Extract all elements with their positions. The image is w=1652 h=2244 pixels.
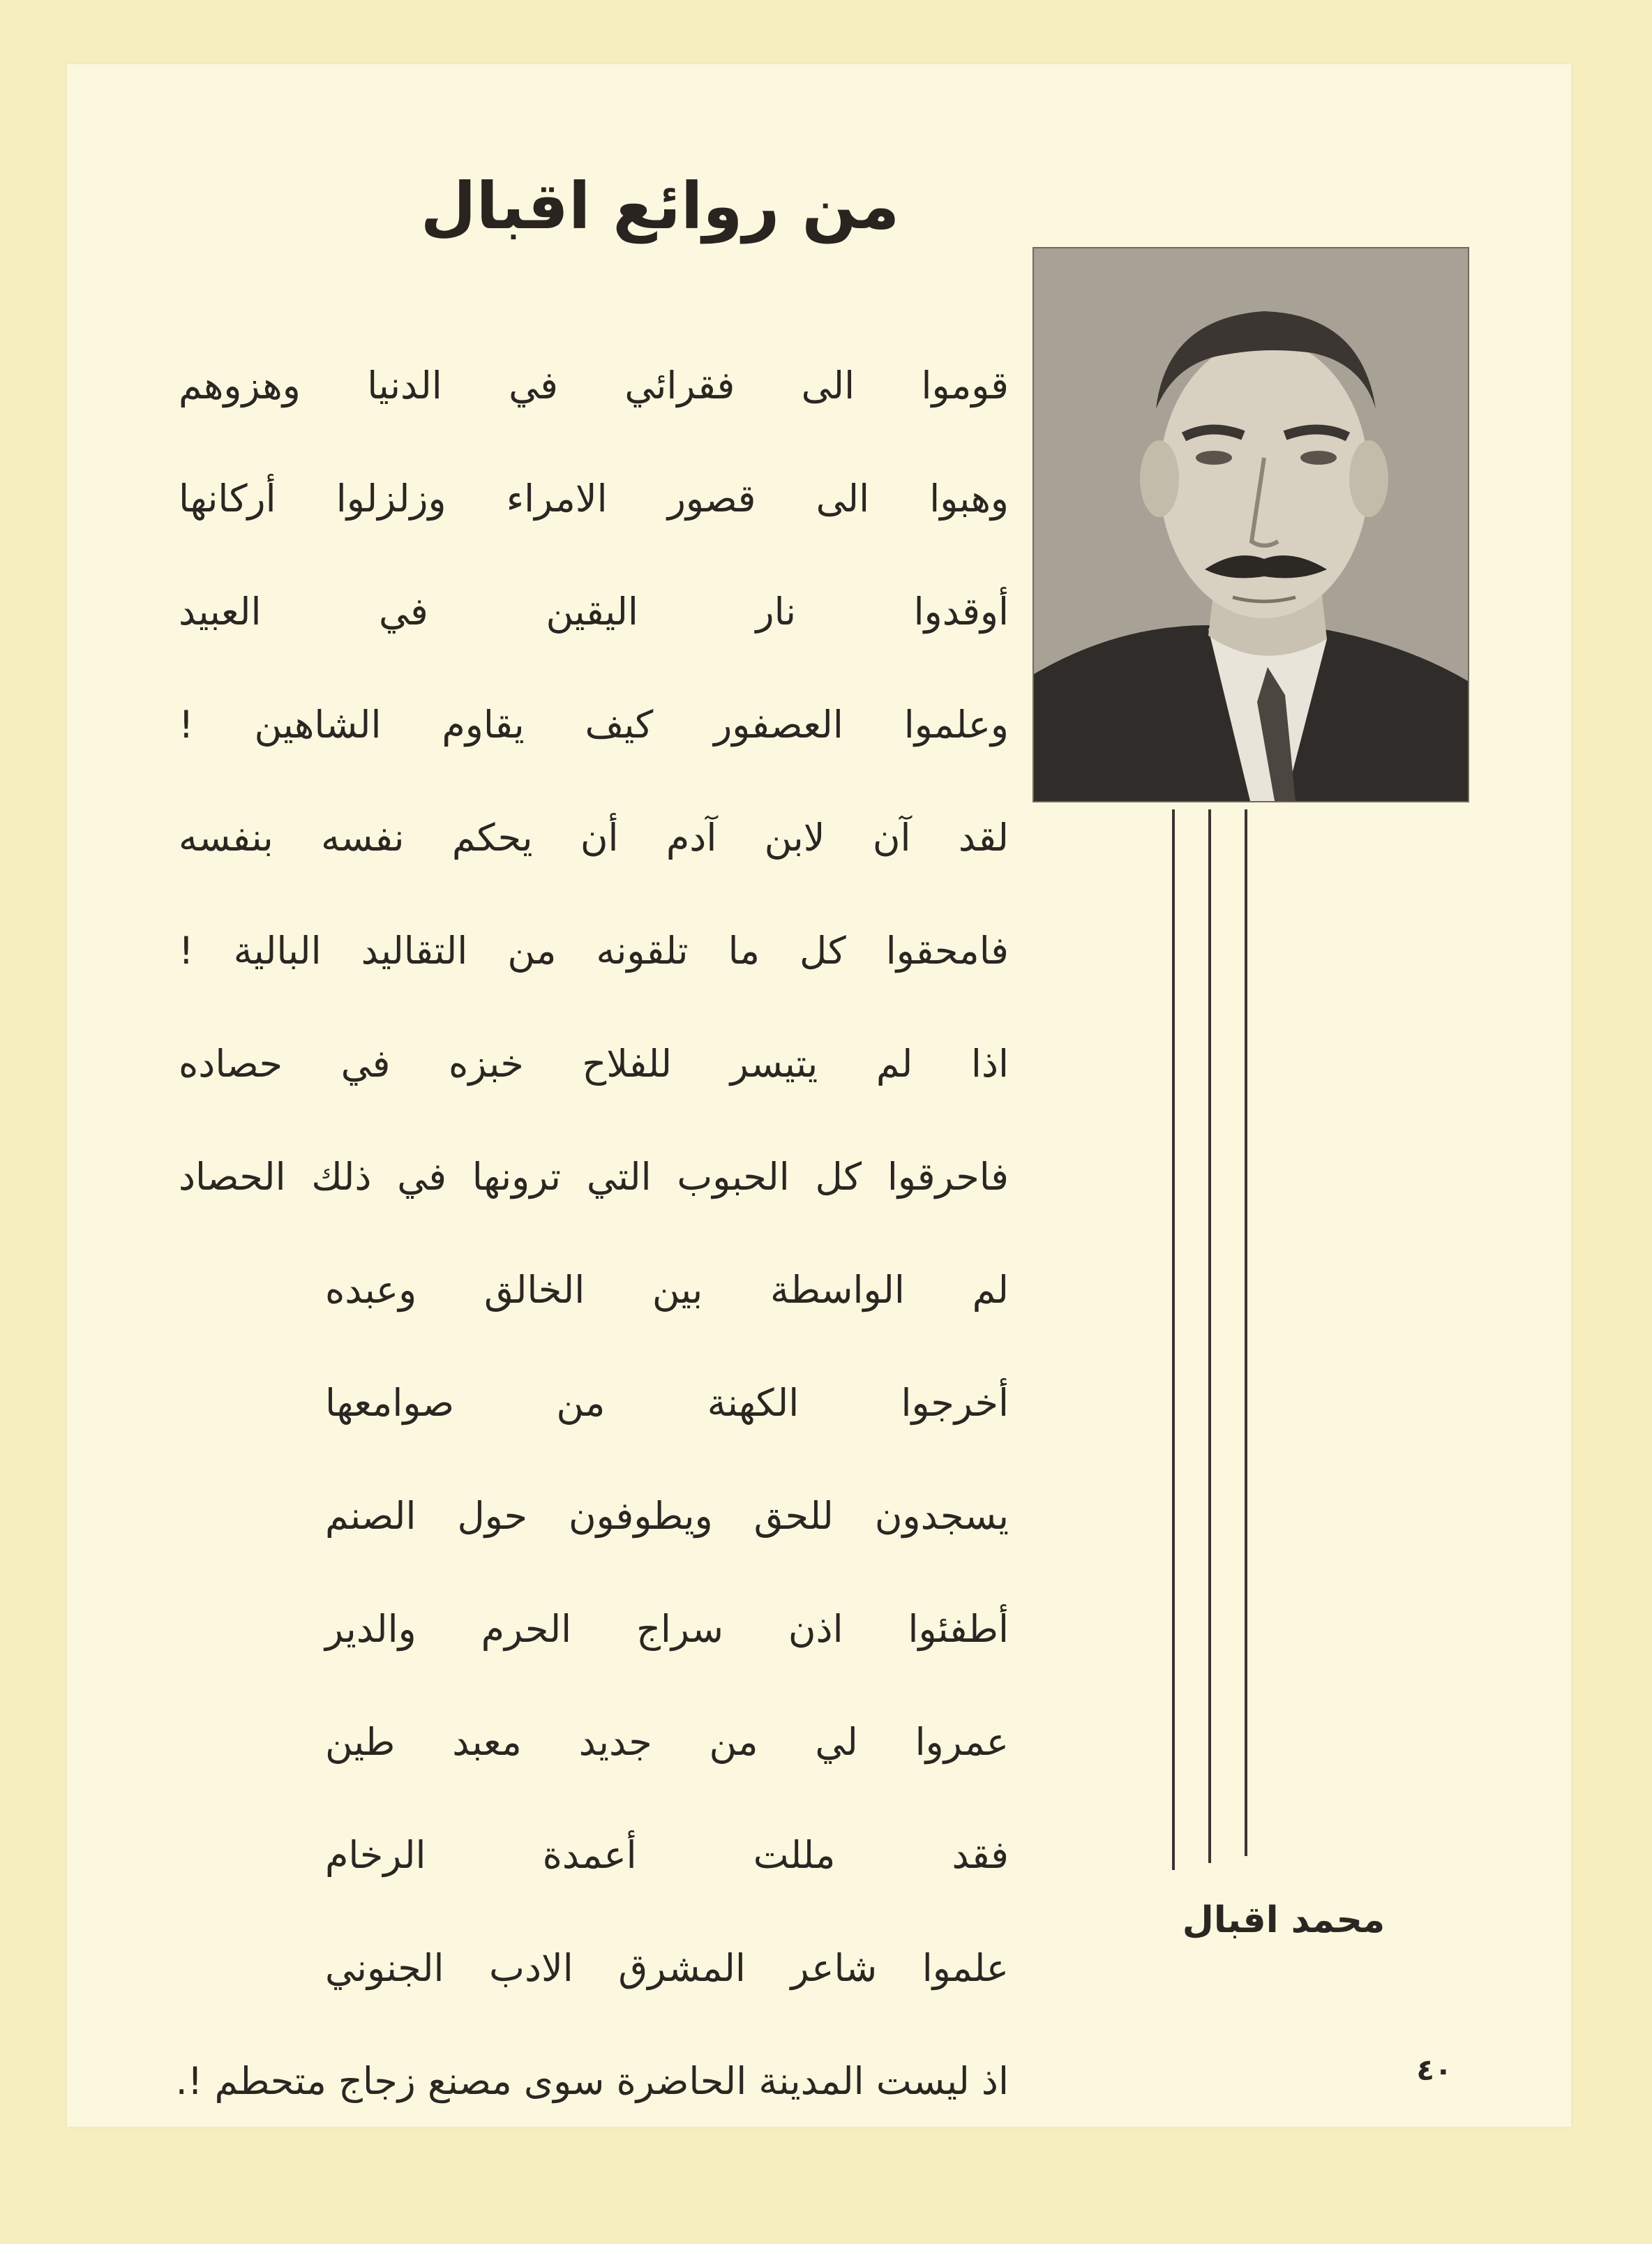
poem-line: أطفئوا اذن سراج الحرم والدير [325,1607,1009,1651]
poem-line: فاحرقوا كل الحبوب التي ترونها في ذلك الحصاد [179,1155,1009,1199]
poem-line: فقد مللت أعمدة الرخام [325,1833,1009,1877]
vertical-rule [1172,809,1175,1870]
page-number: ٤٠ [1416,2053,1452,2087]
poem-line: وعلموا العصفور كيف يقاوم الشاهين ! [179,703,1009,747]
decorative-lines [1172,809,1249,1870]
portrait-illustration [1034,248,1468,801]
vertical-rule [1208,809,1211,1863]
poem-line: اذا لم يتيسر للفلاح خبزه في حصاده [179,1042,1009,1086]
poem-line: أوقدوا نار اليقين في العبيد [179,590,1009,634]
poem-line: أخرجوا الكهنة من صوامعها [325,1381,1009,1425]
author-portrait [1032,247,1469,802]
poem-line: عمروا لي من جديد معبد طين [325,1720,1009,1764]
poem-line: يسجدون للحق ويطوفون حول الصنم [325,1494,1009,1538]
poem-line: وهبوا الى قصور الامراء وزلزلوا أركانها [179,477,1009,521]
poem-line: اذ ليست المدينة الحاضرة سوى مصنع زجاج متحطم !. [175,2059,1009,2103]
poem-line: لم الواسطة بين الخالق وعبده [325,1268,1009,1312]
vertical-rule [1245,809,1247,1856]
poem-line: فامحقوا كل ما تلقونه من التقاليد البالية ! [179,929,1009,973]
page-title: من روائع اقبال [420,169,900,244]
document-page [67,64,1571,2127]
poem-line: لقد آن لابن آدم أن يحكم نفسه بنفسه [179,816,1009,860]
poem-line: قوموا الى فقرائي في الدنيا وهزوهم [179,364,1009,407]
poem-line: علموا شاعر المشرق الادب الجنوني [325,1946,1009,1990]
poem [175,329,1009,2138]
author-name: محمد اقبال [1182,1899,1386,1941]
